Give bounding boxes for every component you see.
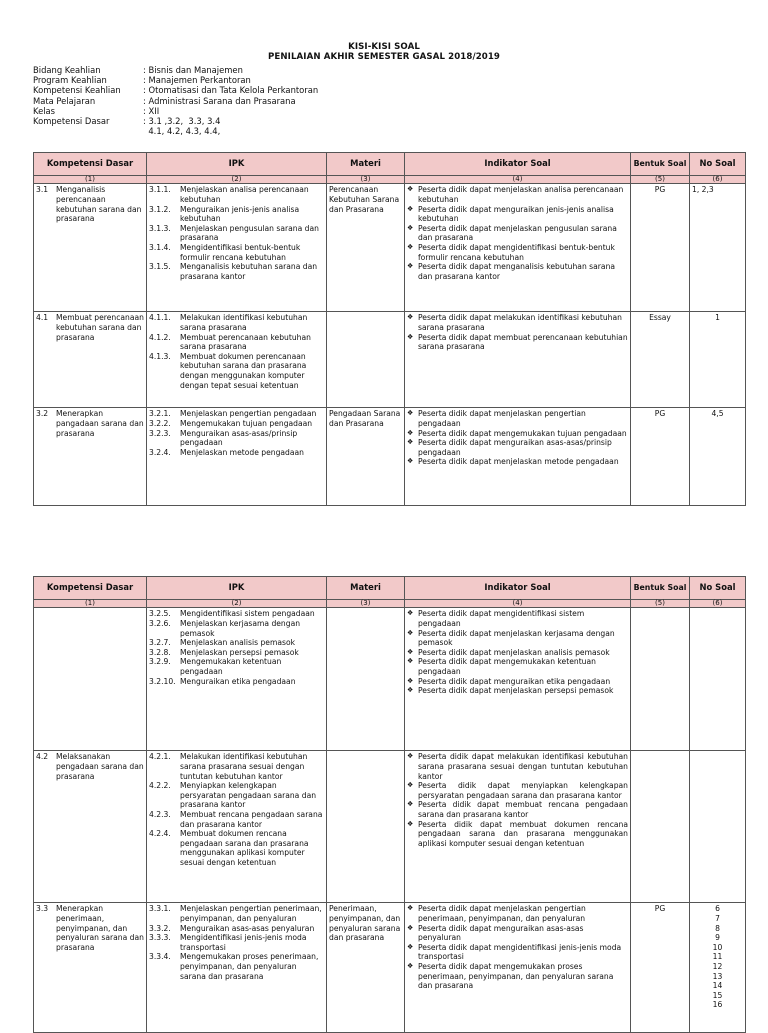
- meta-key: Kompetensi Keahlian: [33, 85, 121, 96]
- col-ipk-header: IPK: [147, 577, 327, 600]
- kd-text: Menganalisis perencanaan kebutuhan sarana dan prasarana: [56, 185, 142, 224]
- diamond-bullet-icon: ❖: [407, 428, 414, 437]
- indicator-item: ❖ Peserta didik dapat mengemukakan tujuan pengadaan: [407, 428, 627, 438]
- ipk-item: 3.3.4. Mengemukakan proses penerimaan, penyimpanan, dan penyaluran sarana dan prasarana: [149, 952, 319, 981]
- col-number: (4): [405, 600, 631, 608]
- meta-value: : Administrasi Sarana dan Prasarana: [143, 95, 296, 106]
- meta-row: [33, 96, 318, 106]
- question-number: 14: [712, 981, 723, 991]
- materi-cell: [327, 751, 405, 903]
- col-kd-header: Kompetensi Dasar: [34, 577, 147, 600]
- kd-text: Melaksanakan pengadaan sarana dan prasarana: [56, 752, 144, 781]
- ipk-item: 3.1.1. Menjelaskan analisa perencanaan kebutuhan: [149, 185, 309, 204]
- meta-key: Kelas: [33, 105, 56, 116]
- table-row: [34, 751, 746, 903]
- indikator-cell: [405, 408, 631, 506]
- indicator-item: ❖ Peserta didik dapat menjelaskan kerjasama dengan pemasok: [407, 628, 615, 648]
- ipk-item: 3.2.4. Menjelaskan metode pengadaan: [149, 447, 304, 457]
- col-materi-header: Materi: [327, 153, 405, 176]
- indicator-item: ❖ Peserta didik dapat menguraikan jenis-jenis analisa kebutuhan: [407, 204, 614, 224]
- col-indikator-header: Indikator Soal: [405, 153, 631, 176]
- question-number: 7: [715, 914, 720, 923]
- diamond-bullet-icon: ❖: [407, 752, 414, 761]
- ipk-item: 3.2.5. Mengidentifikasi sistem pengadaan: [149, 609, 315, 619]
- materi-cell: Pengadaan Sarana dan Prasarana: [327, 408, 405, 506]
- meta-key: Program Keahlian: [33, 75, 107, 86]
- kd-text: Menerapkan pangadaan sarana dan prasarana: [56, 409, 144, 438]
- ipk-item: 3.3.3. Mengidentifikasi jenis-jenis moda transportasi: [149, 933, 307, 952]
- ipk-item: 3.1.4. Mengidentifikasi bentuk-bentuk formulir rencana kebutuhan: [149, 242, 301, 262]
- meta-value: 4.1, 4.2, 4.3, 4.4,: [143, 126, 221, 137]
- ipk-item: 4.1.3. Membuat dokumen perencanaan kebutuhan sarana dan prasarana dengan menggunakan komputer dengan tepat sesuai ketentuan: [149, 351, 307, 390]
- indicator-item: ❖ Peserta didik dapat menjelaskan analisa perencanaan kebutuhan: [407, 185, 624, 204]
- meta-value: : 3.1 ,3.2, 3.3, 3.4: [143, 116, 221, 127]
- meta-value: : Bisnis dan Manajemen: [143, 65, 243, 75]
- col-nosoal-header: No Soal: [690, 577, 746, 600]
- bentuk-cell: Essay: [631, 312, 690, 408]
- indicator-item: ❖ Peserta didik dapat menyiapkan kelengkapan persyaratan pengadaan sarana dan prasarana kantor: [407, 781, 628, 800]
- diamond-bullet-icon: ❖: [407, 262, 414, 271]
- document-title: KISI-KISI SOAL: [348, 42, 420, 52]
- ipk-item: 3.2.1. Menjelaskan pengertian pengadaan: [149, 409, 317, 419]
- meta-value: : XII: [143, 105, 160, 116]
- diamond-bullet-icon: ❖: [407, 204, 414, 213]
- nosoal-cell: [690, 903, 746, 1033]
- ipk-item: 3.1.2. Menguraikan jenis-jenis analisa kebutuhan: [149, 204, 300, 224]
- meta-row: [33, 65, 318, 75]
- ipk-cell: [147, 903, 327, 1033]
- diamond-bullet-icon: ❖: [407, 781, 414, 790]
- nosoal-cell: 1, 2,3: [690, 184, 746, 312]
- kd-number: 4.2: [36, 752, 49, 762]
- kd-number: 4.1: [36, 313, 49, 323]
- col-bentuk-header: Bentuk Soal: [631, 153, 690, 176]
- grid-table-1: [33, 152, 746, 506]
- ipk-item: 3.3.2. Menguraikan asas-asas penyaluran: [149, 923, 315, 933]
- diamond-bullet-icon: ❖: [407, 800, 414, 809]
- document-subtitle: PENILAIAN AKHIR SEMESTER GASAL 2018/2019: [267, 52, 501, 62]
- diamond-bullet-icon: ❖: [407, 332, 414, 341]
- bentuk-cell: PG: [631, 184, 690, 312]
- indicator-item: ❖ Peserta didik dapat menganalisis kebutuhan sarana dan prasarana kantor: [407, 262, 616, 281]
- table-row: [34, 312, 746, 408]
- header-row: [34, 153, 746, 176]
- table-row: [34, 903, 746, 1033]
- col-number: (5): [631, 600, 690, 608]
- diamond-bullet-icon: ❖: [407, 942, 414, 951]
- meta-value: : Otomatisasi dan Tata Kelola Perkantoran: [143, 85, 319, 96]
- indikator-cell: [405, 608, 631, 751]
- column-number-row: [34, 176, 746, 184]
- indicator-item: ❖ Peserta didik dapat menjelaskan pengertian penerimaan, penyimpanan, dan penyaluran: [407, 904, 586, 923]
- materi-cell: [327, 608, 405, 751]
- table-row: [34, 184, 746, 312]
- ipk-cell: [147, 751, 327, 903]
- diamond-bullet-icon: ❖: [407, 313, 414, 322]
- ipk-item: 3.2.3. Menguraikan asas-asas/prinsip pengadaan: [149, 428, 298, 448]
- diamond-bullet-icon: ❖: [407, 819, 414, 828]
- indicator-item: ❖ Peserta didik dapat mengidentifikasi jenis-jenis moda transportasi: [407, 942, 622, 962]
- bentuk-cell: [631, 608, 690, 751]
- diamond-bullet-icon: ❖: [407, 223, 414, 232]
- question-number: 9: [715, 933, 720, 943]
- kd-text: Menerapkan penerimaan, penyimpanan, dan penyaluran sarana dan prasarana: [56, 904, 144, 952]
- diamond-bullet-icon: ❖: [407, 609, 414, 618]
- diamond-bullet-icon: ❖: [407, 185, 414, 194]
- materi-cell: Penerimaan, penyimpanan, dan penyaluran sarana dan prasarana: [327, 903, 405, 1033]
- col-number: (3): [327, 600, 405, 608]
- indicator-item: ❖ Peserta didik dapat mengemukakan proses penerimaan, penyimpanan, dan penyaluran sarana dan prasarana: [407, 961, 614, 991]
- question-number: 6: [715, 904, 720, 914]
- ipk-cell: [147, 312, 327, 408]
- materi-cell: Perencanaan Kebutuhan Sarana dan Prasarana: [327, 184, 405, 312]
- ipk-item: 3.2.7. Menjelaskan analisis pemasok: [149, 638, 295, 648]
- ipk-item: 3.3.1. Menjelaskan pengertian penerimaan, penyimpanan, dan penyaluran: [149, 904, 322, 923]
- col-materi-header: Materi: [327, 577, 405, 600]
- diamond-bullet-icon: ❖: [407, 904, 414, 913]
- diamond-bullet-icon: ❖: [407, 438, 414, 447]
- kd-text: Membuat perencanaan kebutuhan sarana dan prasarana: [56, 313, 144, 342]
- bentuk-cell: [631, 751, 690, 903]
- col-number: (1): [34, 176, 147, 184]
- ipk-item: 4.1.1. Melakukan identifikasi kebutuhan sarana prasarana: [149, 313, 308, 332]
- identity-block: [33, 65, 318, 136]
- column-number-row: [34, 600, 746, 608]
- question-number: 11: [712, 952, 723, 962]
- meta-key: Bidang Keahlian: [33, 65, 101, 75]
- meta-row: [33, 106, 318, 116]
- kd-number: 3.1: [36, 185, 49, 195]
- meta-value: : Manajemen Perkantoran: [143, 75, 251, 86]
- diamond-bullet-icon: ❖: [407, 457, 414, 466]
- diamond-bullet-icon: ❖: [407, 242, 414, 251]
- col-bentuk-header: Bentuk Soal: [631, 577, 690, 600]
- col-number: (4): [405, 176, 631, 184]
- diamond-bullet-icon: ❖: [407, 676, 414, 685]
- col-number: (2): [147, 600, 327, 608]
- meta-row: [33, 126, 318, 136]
- ipk-item: 3.2.10. Menguraikan etika pengadaan: [149, 676, 296, 686]
- diamond-bullet-icon: ❖: [407, 657, 414, 666]
- col-ipk-header: IPK: [147, 153, 327, 176]
- question-number: 13: [712, 971, 723, 981]
- ipk-item: 3.2.6. Menjelaskan kerjasama dengan pemasok: [149, 619, 301, 638]
- question-number: 10: [712, 942, 723, 952]
- ipk-cell: [147, 184, 327, 312]
- indicator-item: ❖ Peserta didik dapat menjelaskan pengusulan sarana dan prasarana: [407, 223, 617, 243]
- ipk-item: 3.2.2. Mengemukakan tujuan pengadaan: [149, 419, 313, 428]
- nosoal-cell: 1: [690, 312, 746, 408]
- indicator-item: ❖ Peserta didik dapat menguraikan etika pengadaan: [407, 676, 611, 686]
- ipk-item: 3.2.8. Menjelaskan persepsi pemasok: [149, 647, 299, 657]
- indikator-cell: [405, 751, 631, 903]
- nosoal-cell: 4,5: [690, 408, 746, 506]
- indicator-item: ❖ Peserta didik dapat menjelaskan pengertian pengadaan: [407, 409, 586, 428]
- indicator-item: ❖ Peserta didik dapat menguraikan asas-asas/prinsip pengadaan: [407, 438, 612, 457]
- indicator-item: ❖ Peserta didik dapat menjelaskan metode pengadaan: [407, 457, 619, 467]
- indikator-cell: [405, 312, 631, 408]
- kd-cell: [34, 903, 147, 1033]
- ipk-item: 4.2.4. Membuat dokumen rencana pengadaan sarana dan prasarana menggunakan aplikasi komputer sesuai dengan ketentuan: [149, 829, 309, 867]
- indicator-item: ❖ Peserta didik dapat menguraikan asas-asas penyaluran: [407, 923, 584, 943]
- header-row: [34, 577, 746, 600]
- bentuk-cell: PG: [631, 408, 690, 506]
- kd-cell: [34, 184, 147, 312]
- grid-table-2: [33, 576, 746, 1033]
- nosoal-cell: [690, 751, 746, 903]
- kd-number: 3.3: [36, 904, 49, 914]
- question-number: 8: [715, 923, 720, 933]
- col-number: (1): [34, 600, 147, 608]
- indicator-item: ❖ Peserta didik dapat mengemukakan ketentuan pengadaan: [407, 657, 596, 676]
- col-kd-header: Kompetensi Dasar: [34, 153, 147, 176]
- indikator-cell: [405, 903, 631, 1033]
- indikator-cell: [405, 184, 631, 312]
- diamond-bullet-icon: ❖: [407, 961, 414, 970]
- question-number: 15: [712, 990, 723, 1000]
- indicator-item: ❖ Peserta didik dapat mengidentifikasi bentuk-bentuk formulir rencana kebutuhan: [407, 242, 615, 262]
- nosoal-cell: [690, 608, 746, 751]
- meta-key: [33, 126, 143, 136]
- kd-cell: [34, 608, 147, 751]
- indicator-item: ❖ Peserta didik dapat mengidentifikasi sistem pengadaan: [407, 609, 585, 628]
- indicator-item: ❖ Peserta didik dapat membuat rencana pengadaan sarana dan prasarana kantor: [407, 800, 628, 819]
- kd-number: 3.2: [36, 409, 49, 419]
- meta-key: Mata Pelajaran: [33, 95, 96, 106]
- col-nosoal-header: No Soal: [690, 153, 746, 176]
- indicator-item: ❖ Peserta didik dapat melakukan identifikasi kebutuhan sarana prasarana sesuai dengan tuntutan kebutuhan kantor: [407, 752, 628, 781]
- diamond-bullet-icon: ❖: [407, 686, 414, 695]
- ipk-item: 4.2.2. Menyiapkan kelengkapan persyaratan pengadaan sarana dan prasarana kantor: [149, 781, 317, 810]
- ipk-item: 3.1.3. Menjelaskan pengusulan sarana dan prasarana: [149, 223, 319, 243]
- indicator-item: ❖ Peserta didik dapat menjelaskan analisis pemasok: [407, 647, 610, 657]
- ipk-item: 4.2.3. Membuat rencana pengadaan sarana dan prasarana kantor: [149, 809, 323, 829]
- diamond-bullet-icon: ❖: [407, 647, 414, 656]
- ipk-item: 3.2.9. Mengemukakan ketentuan pengadaan: [149, 657, 282, 676]
- indicator-item: ❖ Peserta didik dapat menjelaskan persepsi pemasok: [407, 686, 614, 696]
- diamond-bullet-icon: ❖: [407, 628, 414, 637]
- question-number: 12: [712, 961, 723, 971]
- ipk-cell: [147, 608, 327, 751]
- materi-cell: [327, 312, 405, 408]
- kd-cell: [34, 312, 147, 408]
- col-number: (6): [690, 176, 746, 184]
- kd-cell: [34, 751, 147, 903]
- indicator-item: ❖ Peserta didik dapat membuat perencanaan kebutuhian sarana prasarana: [407, 332, 628, 352]
- kd-cell: [34, 408, 147, 506]
- col-number: (3): [327, 176, 405, 184]
- indicator-item: ❖ Peserta didik dapat melakukan identifikasi kebutuhan sarana prasarana: [407, 313, 622, 332]
- indicator-item: ❖ Peserta didik dapat membuat dokumen rencana pengadaan sarana dan prasarana menggunakan aplikasi komputer sesuai dengan ketentuan: [407, 819, 628, 848]
- meta-row: [33, 75, 318, 85]
- meta-key: Kompetensi Dasar: [33, 116, 110, 127]
- diamond-bullet-icon: ❖: [407, 923, 414, 932]
- diamond-bullet-icon: ❖: [407, 409, 414, 418]
- col-number: (2): [147, 176, 327, 184]
- meta-row: [33, 116, 318, 126]
- bentuk-cell: PG: [631, 903, 690, 1033]
- ipk-cell: [147, 408, 327, 506]
- question-number: 16: [712, 1000, 723, 1010]
- col-indikator-header: Indikator Soal: [405, 577, 631, 600]
- meta-row: [33, 85, 318, 95]
- ipk-item: 3.1.5. Menganalisis kebutuhan sarana dan prasarana kantor: [149, 262, 318, 281]
- table-row: [34, 408, 746, 506]
- ipk-item: 4.2.1. Melakukan identifikasi kebutuhan sarana prasarana sesuai dengan tuntutan kebutuhan kantor: [149, 752, 308, 781]
- table-row: [34, 608, 746, 751]
- col-number: (5): [631, 176, 690, 184]
- ipk-item: 4.1.2. Membuat perencanaan kebutuhan sarana prasarana: [149, 332, 311, 352]
- col-number: (6): [690, 600, 746, 608]
